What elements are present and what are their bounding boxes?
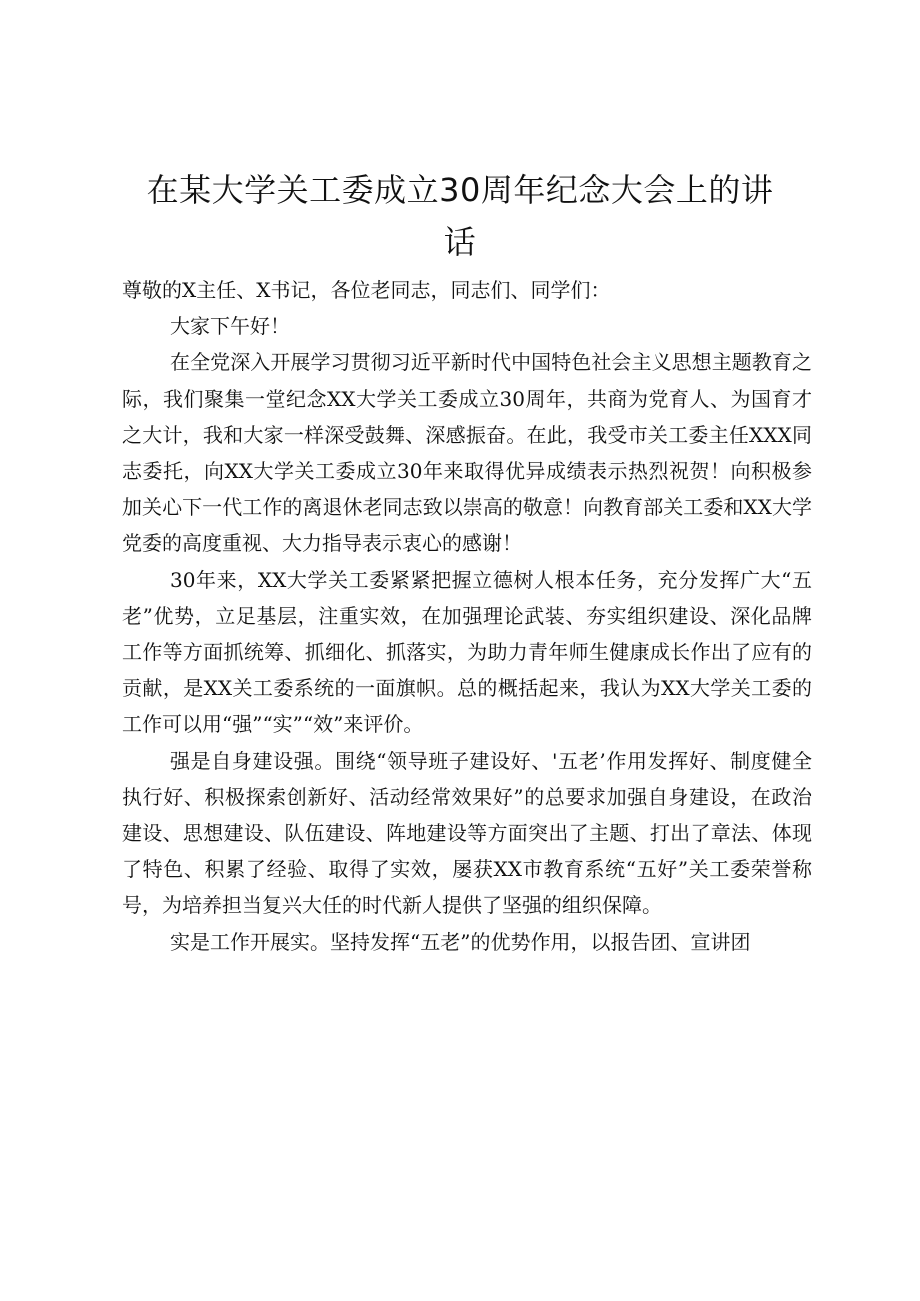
paragraph-opening: 在全党深入开展学习贯彻习近平新时代中国特色社会主义思想主题教育之际，我们聚集一堂纪念XX大学关工委成立30周年，共商为党育人、为国育才之大计，我和大家一样深受鼓舞、深感振奋。在此，我受市关工委主任XXX同志委托，向XX大学关工委成立30年来取得优异成绩表示热烈祝贺！向积极参加关心下一代工作的离退休老同志致以崇高的敬意！向教育部关工委和XX大学党委的高度重视、大力指导表示衷心的感谢！	[122, 350, 812, 556]
title-line-1: 在某大学关工委成立30周年纪念大会上的讲	[146, 171, 774, 209]
paragraph-greeting: 大家下午好！	[170, 314, 290, 339]
document-body	[122, 272, 812, 960]
paragraph-strong: 强是自身建设强。围绕“领导班子建设好、'五老’作用发挥好、制度健全执行好、积极探索创新好、活动经常效果好”的总要求加强自身建设，在政治建设、思想建设、队伍建设、阵地建设等方面突出了主题、打出了章法、体现了特色、积累了经验、取得了实效，屡获XX市教育系统“五好”关工委荣誉称号，为培养担当复兴大任的时代新人提供了坚强的组织保障。	[122, 748, 812, 918]
paragraph-solid: 实是工作开展实。坚持发挥“五老”的优势作用，以报告团、宣讲团	[170, 929, 751, 954]
paragraph-achievements: 30年来，XX大学关工委紧紧把握立德树人根本任务，充分发挥广大“五老”优势，立足基层，注重实效，在加强理论武装、夯实组织建设、深化品牌工作等方面抓统筹、抓细化、抓落实，为助力青年师生健康成长作出了应有的贡献，是XX关工委系统的一面旗帜。总的概括起来，我认为XX大学关工委的工作可以用“强”“实”“效”来评价。	[122, 567, 812, 737]
title-line-2: 话	[443, 223, 477, 261]
salutation: 尊敬的X主任、X书记，各位老同志，同志们、同学们：	[122, 278, 611, 302]
document-title	[110, 164, 810, 268]
